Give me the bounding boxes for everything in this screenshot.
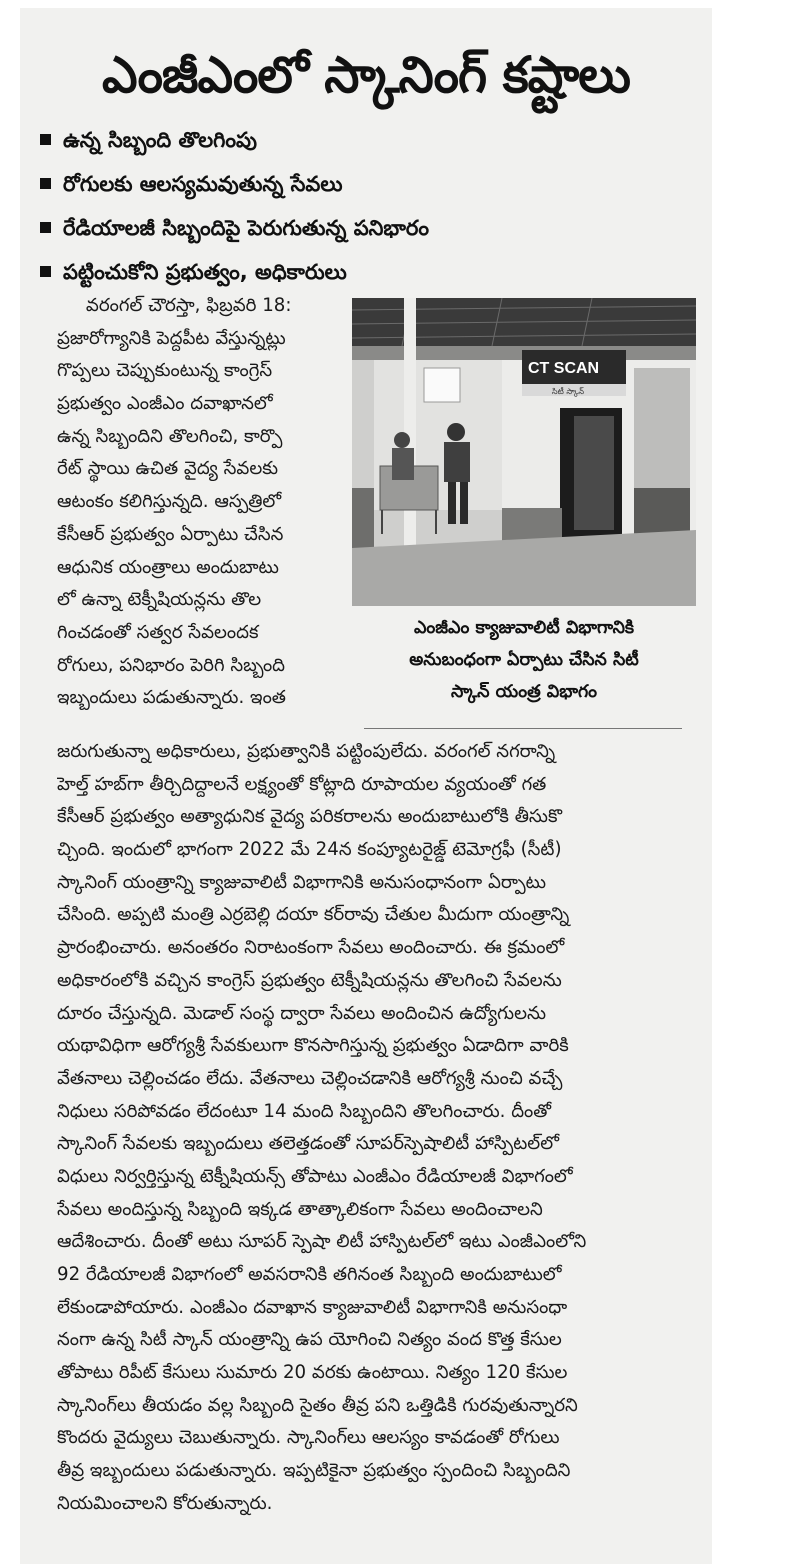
text-line: చేసింది. అప్పటి మంత్రి ఎర్రబెల్లి దయా కర్‌రావు చేతుల మీదుగా యంత్రాన్ని bbox=[57, 904, 570, 926]
text-line: ఆటంకం కలిగిస్తున్నది. ఆస్పత్రిలో bbox=[57, 491, 282, 513]
text-line: కేసీఆర్ ప్రభుత్వం అత్యాధునిక వైద్య పరికరాలను అందుబాటులోకి తీసుకొ bbox=[57, 806, 563, 828]
text-line: స్కానింగ్‌లు తీయడం వల్ల సిబ్బంది సైతం తీవ్ర పని ఒత్తిడికి గురవుతున్నారని bbox=[57, 1394, 578, 1416]
text-line: వరంగల్ చౌరస్తా, ఫిబ్రవరి 18: bbox=[57, 295, 292, 316]
ct-scan-sign-text: CT SCAN bbox=[528, 360, 600, 377]
text-line: ప్రారంభించారు. అనంతరం నిరాటంకంగా సేవలు అందించారు. ఈ క్రమంలో bbox=[57, 937, 565, 959]
caption-line: ఎంజీఎం క్యాజువాలిటీ విభాగానికి bbox=[413, 618, 635, 638]
text-line: తీవ్ర ఇబ్బందులు పడుతున్నారు. ఇప్పటికైనా ప్రభుత్వం స్పందించి సిబ్బందిని bbox=[57, 1460, 571, 1482]
caption-line: స్కాన్ యంత్ర విభాగం bbox=[450, 682, 598, 702]
text-line: స్కానింగ్ సేవలకు ఇబ్బందులు తలెత్తడంతో సూపర్‌స్పెషాలిటీ హాస్పిటల్‌లో bbox=[57, 1133, 559, 1155]
text-line: ఆదేశించారు. దీంతో అటు సూపర్ స్పెషా లిటీ హాస్పిటల్‌లో ఇటు ఎంజీఎంలోని bbox=[57, 1231, 587, 1253]
bullet-square-icon bbox=[40, 266, 51, 277]
text-line: ఉన్న సిబ్బందిని తొలగించి, కార్పొ bbox=[57, 425, 283, 447]
photo-caption bbox=[352, 612, 696, 708]
text-line: రోగులు, పనిభారం పెరిగి సిబ్బంది bbox=[57, 654, 286, 676]
ct-scan-sign-subtext: సిటీ స్కాన్ bbox=[552, 387, 585, 396]
text-line: విధులు నిర్వర్తిస్తున్న టెక్నీషియన్స్ తోపాటు ఎంజీఎం రేడియాలజీ విభాగంలో bbox=[57, 1165, 573, 1187]
text-line: తోపాటు రిపీట్ కేసులు సుమారు 20 వరకు ఉంటాయి. నిత్యం 120 కేసుల bbox=[57, 1362, 568, 1384]
bullet-list bbox=[40, 120, 700, 296]
text-line: జరుగుతున్నా అధికారులు, ప్రభుత్వానికి పట్టింపులేదు. వరంగల్ నగరాన్ని bbox=[57, 741, 556, 762]
text-line: ప్రభుత్వం ఎంజీఎం దవాఖానలో bbox=[57, 393, 273, 415]
text-line: యథావిధిగా ఆరోగ్యశ్రీ సేవకులుగా కొనసాగిస్తున్న ప్రభుత్వం ఏడాదిగా వారికి bbox=[57, 1035, 569, 1057]
text-line: నియమించాలని కోరుతున్నారు. bbox=[57, 1492, 273, 1514]
text-line: రేట్ స్థాయి ఉచిత వైద్య సేవలకు bbox=[57, 458, 279, 480]
text-line: ఆధునిక యంత్రాలు అందుబాటు bbox=[57, 556, 279, 578]
text-line: స్కానింగ్ యంత్రాన్ని క్యాజువాలిటీ విభాగానికి అనుసంధానంగా ఏర్పాటు bbox=[57, 871, 546, 893]
text-line: గించడంతో సత్వర సేవలందక bbox=[57, 621, 259, 643]
ct-scan-photo bbox=[352, 298, 696, 606]
text-line: నిధులు సరిపోవడం లేదంటూ 14 మంది సిబ్బందిని తొలగించారు. దీంతో bbox=[57, 1100, 552, 1122]
text-line: లో ఉన్నా టెక్నీషియన్లను తొల bbox=[57, 589, 262, 611]
text-line: కేసీఆర్ ప్రభుత్వం ఏర్పాటు చేసిన bbox=[57, 523, 284, 545]
text-line: హెల్త్ హబ్‌గా తీర్చిదిద్దాలనే లక్ష్యంతో కోట్లాది రూపాయల వ్యయంతో గత bbox=[57, 773, 547, 795]
bullet-item bbox=[40, 208, 700, 252]
text-line: అధికారంలోకి వచ్చిన కాంగ్రెస్ ప్రభుత్వం టెక్నీషియన్లను తొలగించి సేవలను bbox=[57, 969, 562, 991]
text-line: ఇబ్బందులు పడుతున్నారు. ఇంత bbox=[57, 687, 286, 709]
text-line: ప్రజారోగ్యానికి పెద్దపీట వేస్తున్నట్లు bbox=[57, 327, 286, 349]
headline: ఎంజీఎంలో స్కానింగ్ కష్టాలు bbox=[102, 46, 630, 104]
bullet-text: రోగులకు ఆలస్యమవుతున్న సేవలు bbox=[63, 172, 343, 196]
text-line: లేకుండాపోయారు. ఎంజీఎం దవాఖాన క్యాజువాలిటీ విభాగానికి అనుసంధా bbox=[57, 1296, 568, 1318]
caption-divider bbox=[364, 728, 682, 729]
bullet-text: ఉన్న సిబ్బంది తొలగింపు bbox=[63, 128, 258, 152]
text-line: వేతనాలు చెల్లించడం లేదు. వేతనాలు చెల్లించడానికి ఆరోగ్యశ్రీ నుంచి వచ్చే bbox=[57, 1067, 563, 1089]
text-line: గొప్పలు చెప్పుకుంటున్న కాంగ్రెస్ bbox=[57, 360, 273, 382]
bullet-square-icon bbox=[40, 178, 51, 189]
text-line: కొందరు వైద్యులు చెబుతున్నారు. స్కానింగ్‌లు ఆలస్యం కావడంతో రోగులు bbox=[57, 1427, 560, 1449]
bullet-square-icon bbox=[40, 134, 51, 145]
bullet-text: పట్టించుకోని ప్రభుత్వం, అధికారులు bbox=[63, 260, 347, 284]
bullet-item bbox=[40, 164, 700, 208]
text-line: సేవలు అందిస్తున్న సిబ్బంది ఇక్కడ తాత్కాలికంగా సేవలు అందించాలని bbox=[57, 1198, 543, 1220]
text-line: దూరం చేస్తున్నది. మెడాల్ సంస్థ ద్వారా సేవలు అందించిన ఉద్యోగులను bbox=[57, 1002, 547, 1024]
bullet-square-icon bbox=[40, 222, 51, 233]
body-text-wide bbox=[57, 736, 707, 1521]
caption-line: అనుబంధంగా ఏర్పాటు చేసిన సిటీ bbox=[409, 650, 639, 670]
text-line: చ్చింది. ఇందులో భాగంగా 2022 మే 24న కంప్యూటరైజ్డ్ టెమోగ్రఫీ (సీటీ) bbox=[57, 839, 562, 861]
text-line: నంగా ఉన్న సిటీ స్కాన్ యంత్రాన్ని ఉప యోగించి నిత్యం వంద కొత్త కేసుల bbox=[57, 1329, 562, 1351]
text-line: 92 రేడియాలజీ విభాగంలో అవసరానికి తగినంత సిబ్బంది అందుబాటులో bbox=[57, 1264, 562, 1285]
bullet-item bbox=[40, 120, 700, 164]
bullet-text: రేడియాలజీ సిబ్బందిపై పెరుగుతున్న పనిభారం bbox=[63, 216, 430, 240]
